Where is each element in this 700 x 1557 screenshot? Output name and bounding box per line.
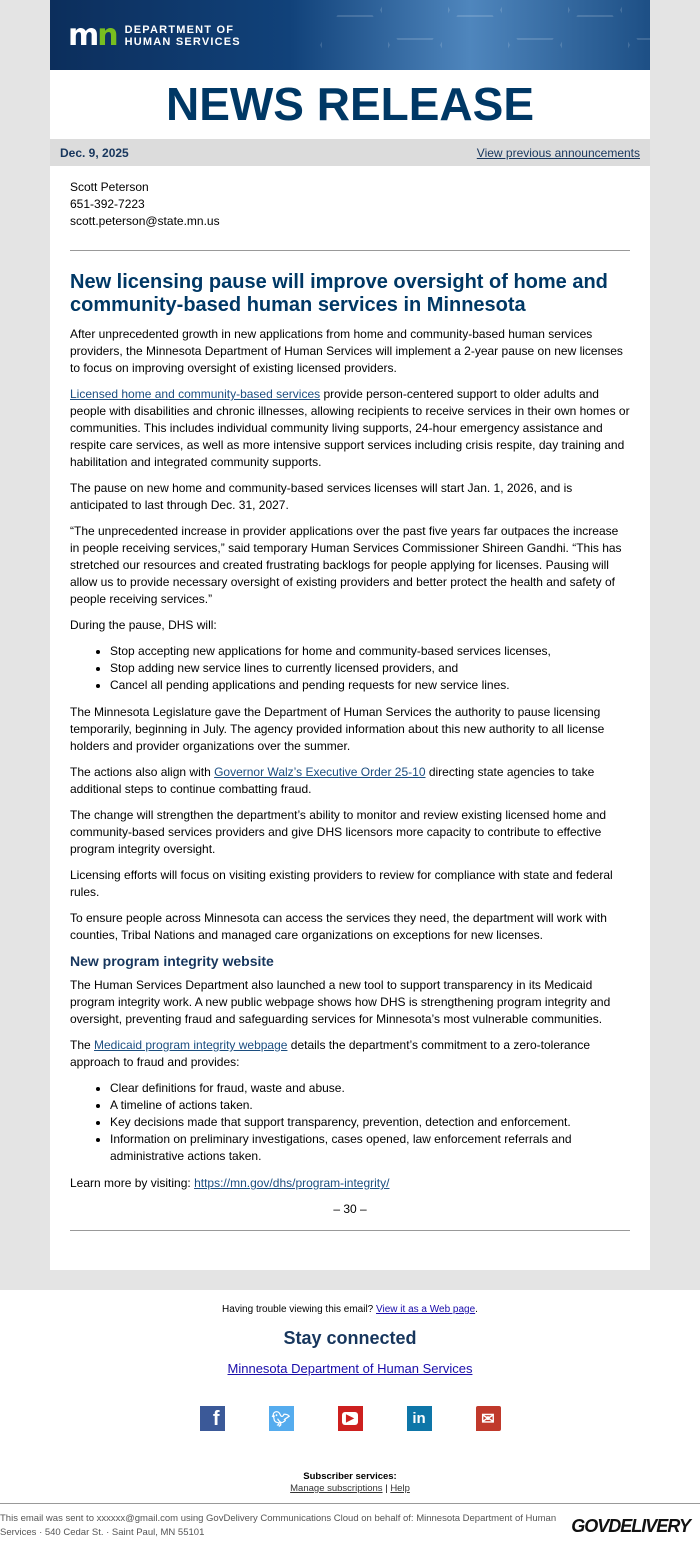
manage-subscriptions-link[interactable]: Manage subscriptions bbox=[290, 1483, 383, 1494]
paragraph bbox=[70, 764, 630, 798]
list-item: • Information on preliminary investigations, cases opened, law enforcement referrals and administrative actions taken. bbox=[110, 1131, 630, 1165]
list-item: • Stop adding new service lines to currently licensed providers, and bbox=[110, 660, 630, 677]
page-title: NEWS RELEASE bbox=[165, 78, 535, 130]
hcbs-link[interactable]: Licensed home and community-based services bbox=[70, 387, 321, 401]
paragraph bbox=[70, 1175, 630, 1192]
article-content bbox=[50, 166, 650, 1231]
contact-phone: 651-392-7223 bbox=[70, 197, 145, 211]
twitter-icon[interactable]: 🐦︎ bbox=[269, 1406, 294, 1431]
dept-line2: HUMAN SERVICES bbox=[124, 36, 241, 48]
divider bbox=[70, 250, 630, 251]
paragraph: Licensing efforts will focus on visiting existing providers to review for compliance with state and federal rules. bbox=[70, 868, 613, 899]
paragraph-text: Learn more by visiting: bbox=[70, 1176, 195, 1190]
header-banner bbox=[50, 0, 650, 70]
medicaid-integrity-link[interactable]: Medicaid program integrity webpage bbox=[94, 1038, 288, 1052]
facebook-icon[interactable]: f bbox=[200, 1406, 225, 1431]
view-previous-link[interactable]: View previous announcements bbox=[476, 145, 640, 160]
paragraph bbox=[70, 1037, 630, 1071]
contact-email: scott.peterson@state.mn.us bbox=[70, 214, 220, 228]
headline: New licensing pause will improve oversight of home and community-based human services in Minnesota bbox=[70, 271, 608, 316]
paragraph: After unprecedented growth in new applications from home and community-based human services providers, the Minnesota Department of Human Services will implement a 2-year pause on new licenses to focus on improving oversight of existing licensed providers. bbox=[70, 327, 623, 375]
paragraph bbox=[70, 386, 630, 471]
paragraph: The change will strengthen the department’s ability to monitor and review existing licensed home and community-based services providers and give DHS licensors more capacity to contribute to effective program integrity oversight. bbox=[70, 808, 607, 856]
subscriber-services bbox=[0, 1471, 700, 1495]
date-bar bbox=[50, 139, 650, 166]
quote-paragraph: “The unprecedented increase in provider applications over the past five years far outpaces the increase in people receiving services,” said temporary Human Services Commissioner Shireen Gandhi. “This has stretched our resources and created frustrating backlogs for people applying for licenses. Pausing will allow us to provide necessary oversight of existing providers and better protect the health and safety of people receiving services.” bbox=[70, 524, 622, 606]
sent-notice: This email was sent to xxxxxx@gmail.com using GovDelivery Communications Cloud on behalf of: Minnesota Department of Human Services · 540 Cedar St. · Saint Paul, MN 55101 bbox=[0, 1513, 557, 1538]
subscriber-label: Subscriber services: bbox=[303, 1471, 397, 1482]
paragraph-text: The bbox=[70, 1038, 95, 1052]
email-footer bbox=[0, 1304, 700, 1540]
sent-notice-bar bbox=[0, 1503, 700, 1540]
stay-connected-heading: Stay connected bbox=[283, 1328, 417, 1348]
list-item: • Stop accepting new applications for home and community-based services licenses, bbox=[110, 643, 630, 660]
youtube-icon[interactable]: ▶ bbox=[338, 1406, 363, 1431]
paragraph: The pause on new home and community-based services licenses will start Jan. 1, 2026, and is anticipated to last through Dec. 31, 2027. bbox=[70, 481, 573, 512]
provides-list bbox=[110, 1080, 630, 1165]
news-card bbox=[50, 0, 650, 1270]
paragraph-text: directing state agencies to take additional steps to continue combatting fraud. bbox=[70, 765, 595, 796]
linkedin-icon[interactable]: in bbox=[407, 1406, 432, 1431]
list-item: • Key decisions made that support transparency, prevention, detection and enforcement. bbox=[110, 1114, 630, 1131]
list-item: • Clear definitions for fraud, waste and abuse. bbox=[110, 1080, 630, 1097]
help-link[interactable]: Help bbox=[390, 1483, 410, 1494]
web-page-link[interactable]: View it as a Web page bbox=[376, 1304, 476, 1315]
paragraph-text: details the department’s commitment to a zero-tolerance approach to fraud and provides: bbox=[70, 1038, 591, 1069]
divider bbox=[70, 1230, 630, 1231]
paragraph-text: The actions also align with bbox=[70, 765, 215, 779]
govdelivery-logo: GOVDELIVERY bbox=[571, 1516, 690, 1536]
list-item: • A timeline of actions taken. bbox=[110, 1097, 630, 1114]
paragraph: The Human Services Department also launched a new tool to support transparency in its Medicaid program integrity work. A new public webpage shows how DHS is strengthening program integrity and oversight, preventing fraud and safeguarding services for Minnesota’s most vulnerable communities. bbox=[70, 978, 611, 1026]
list-item: • Cancel all pending applications and pending requests for new service lines. bbox=[110, 677, 630, 694]
paragraph: During the pause, DHS will: bbox=[70, 618, 217, 632]
mn-logo-mark: mn bbox=[68, 18, 117, 53]
period: . bbox=[475, 1304, 478, 1315]
paragraph: The Minnesota Legislature gave the Department of Human Services the authority to pause licensing temporarily, beginning in July. The agency provided information about this new authority to all license holders and provider organizations over the summer. bbox=[70, 705, 605, 753]
trouble-viewing bbox=[0, 1304, 700, 1315]
paragraph: To ensure people across Minnesota can access the services they need, the department will work with counties, Tribal Nations and managed care organizations on exceptions for new licenses. bbox=[70, 911, 607, 942]
subheading: New program integrity website bbox=[70, 953, 274, 969]
dhs-logo bbox=[68, 18, 241, 53]
release-date: Dec. 9, 2025 bbox=[60, 145, 129, 160]
email-icon[interactable]: ✉ bbox=[476, 1406, 501, 1431]
dept-line1: DEPARTMENT OF bbox=[124, 24, 235, 36]
pause-actions-list bbox=[110, 643, 630, 694]
separator: | bbox=[382, 1483, 391, 1494]
contact-name: Scott Peterson bbox=[70, 180, 149, 194]
social-links bbox=[0, 1406, 700, 1431]
trouble-text: Having trouble viewing this email? bbox=[222, 1304, 377, 1315]
paragraph-text: provide person-centered support to older adults and people with disabilities and chronic illnesses, allowing recipients to receive services in their own homes or communities. This includes individual community living supports, 24-hour emergency assistance and respite care services, as well as more intensive support services including crisis respite, day training and habilitation and integrated community supports. bbox=[70, 387, 630, 469]
program-integrity-url-link[interactable]: https://mn.gov/dhs/program-integrity/ bbox=[194, 1176, 390, 1190]
executive-order-link[interactable]: Governor Walz’s Executive Order 25-10 bbox=[214, 765, 426, 779]
contact-block bbox=[70, 179, 630, 230]
end-mark: – 30 – bbox=[333, 1202, 367, 1216]
dhs-website-link[interactable]: Minnesota Department of Human Services bbox=[227, 1361, 473, 1376]
